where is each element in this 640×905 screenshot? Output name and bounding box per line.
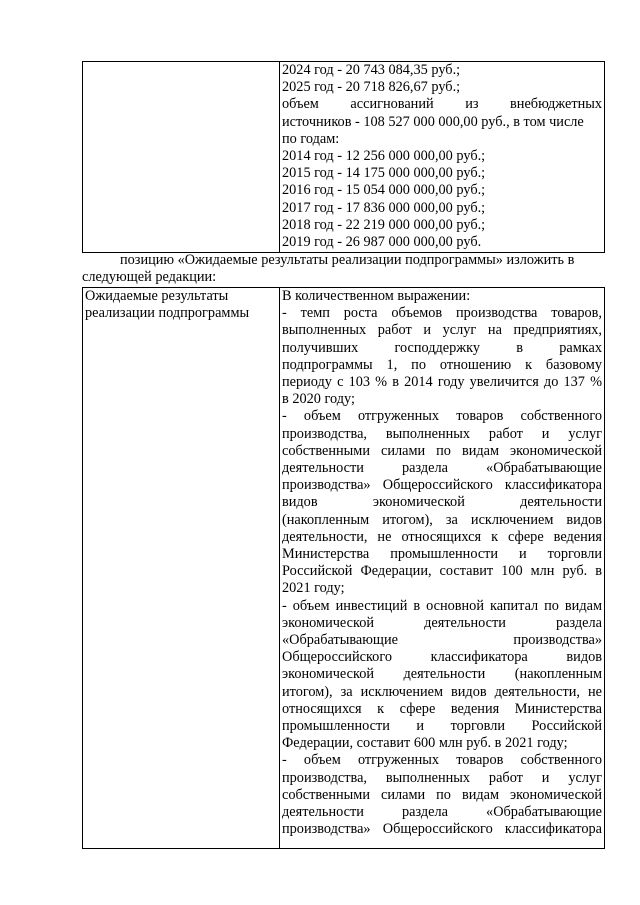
expected-results-table xyxy=(82,287,605,849)
table-line: 2018 год - 22 219 000 000,00 руб.; xyxy=(282,216,486,233)
table-line: собственными силами по видам экономической xyxy=(282,442,602,459)
table-line: по годам: xyxy=(282,130,340,147)
expected-results-label-cell xyxy=(83,288,280,849)
expected-results-content-cell xyxy=(280,288,605,849)
table-line: итогом), за исключением видов деятельности, не xyxy=(282,683,602,700)
table-line: выполненных работ и услуг на предприятиях, xyxy=(282,322,602,339)
table-line: промышленности и торговли Российской xyxy=(282,718,602,735)
table-line: 2014 год - 12 256 000 000,00 руб.; xyxy=(282,148,486,165)
table-line: 2021 году; xyxy=(282,580,345,597)
table-line: Ожидаемые результаты xyxy=(85,288,229,304)
table-line: в 2020 году; xyxy=(282,391,355,408)
table-line: видов экономической деятельности xyxy=(282,494,602,511)
table-line: деятельности раздела «Обрабатывающие xyxy=(282,804,602,821)
table-line: производства, выполненных работ и услуг xyxy=(282,769,602,786)
table-line: относящихся к сфере ведения Министерства xyxy=(282,700,602,717)
table-line: производства» Общероссийского классификатора xyxy=(282,821,602,838)
table-line: Российской Федерации, составит 100 млн руб. в xyxy=(282,563,602,580)
table-row xyxy=(83,288,605,849)
table-line: Министерства промышленности и торговли xyxy=(282,546,602,563)
table-line: 2019 год - 26 987 000 000,00 руб. xyxy=(282,234,482,251)
funding-by-year-cell xyxy=(280,62,605,253)
paragraph-text: позицию «Ожидаемые результаты реализации подпрограммы» изложить в xyxy=(120,252,575,268)
table-line: собственными силами по видам экономической xyxy=(282,786,602,803)
table-line: производства, выполненных работ и услуг xyxy=(282,425,602,442)
table-line: экономической деятельности раздела xyxy=(282,614,602,631)
table-line: подпрограммы 1, по отношению к базовому xyxy=(282,356,602,373)
table-line: деятельности раздела «Обрабатывающие xyxy=(282,460,602,477)
table-line: 2025 год - 20 718 826,67 руб.; xyxy=(282,79,461,96)
table-line: периоду с 103 % в 2014 году увеличится до 137 % xyxy=(282,374,602,391)
table-line: (накопленным итогом), за исключением видов xyxy=(282,511,602,528)
paragraph-line xyxy=(82,269,602,286)
table-line: «Обрабатывающие производства» xyxy=(282,632,602,649)
table-line: - объем отгруженных товаров собственного xyxy=(282,752,602,769)
empty-left-cell xyxy=(83,62,280,253)
table-line: Общероссийского классификатора видов xyxy=(282,649,602,666)
budget-continuation-table xyxy=(82,61,605,253)
table-line: источников - 108 527 000 000,00 руб., в том числе xyxy=(282,113,584,130)
table-row xyxy=(83,62,605,253)
table-line: - темп роста объемов производства товаров, xyxy=(282,305,602,322)
table-line: 2016 год - 15 054 000 000,00 руб.; xyxy=(282,182,486,199)
table-line: Федерации, составит 600 млн руб. в 2021 году; xyxy=(282,735,568,752)
table-line: получивших господдержку в рамках xyxy=(282,339,602,356)
table-line: 2017 год - 17 836 000 000,00 руб.; xyxy=(282,199,486,216)
paragraph-line xyxy=(82,252,602,269)
table-line: объем ассигнований из внебюджетных xyxy=(282,96,602,113)
table-line: экономической деятельности (накопленным xyxy=(282,666,602,683)
table-line: 2015 год - 14 175 000 000,00 руб.; xyxy=(282,165,486,182)
table-line: производства» Общероссийского классификатора xyxy=(282,477,602,494)
paragraph-text: следующей редакции: xyxy=(82,269,217,285)
table-line: 2024 год - 20 743 084,35 руб.; xyxy=(282,62,461,78)
table-line: - объем инвестиций в основной капитал по видам xyxy=(282,597,602,614)
table-line: деятельности, не относящихся к сфере ведения xyxy=(282,528,602,545)
table-line: В количественном выражении: xyxy=(282,288,471,304)
table-line: - объем отгруженных товаров собственного xyxy=(282,408,602,425)
table-line: реализации подпрограммы xyxy=(85,305,250,322)
